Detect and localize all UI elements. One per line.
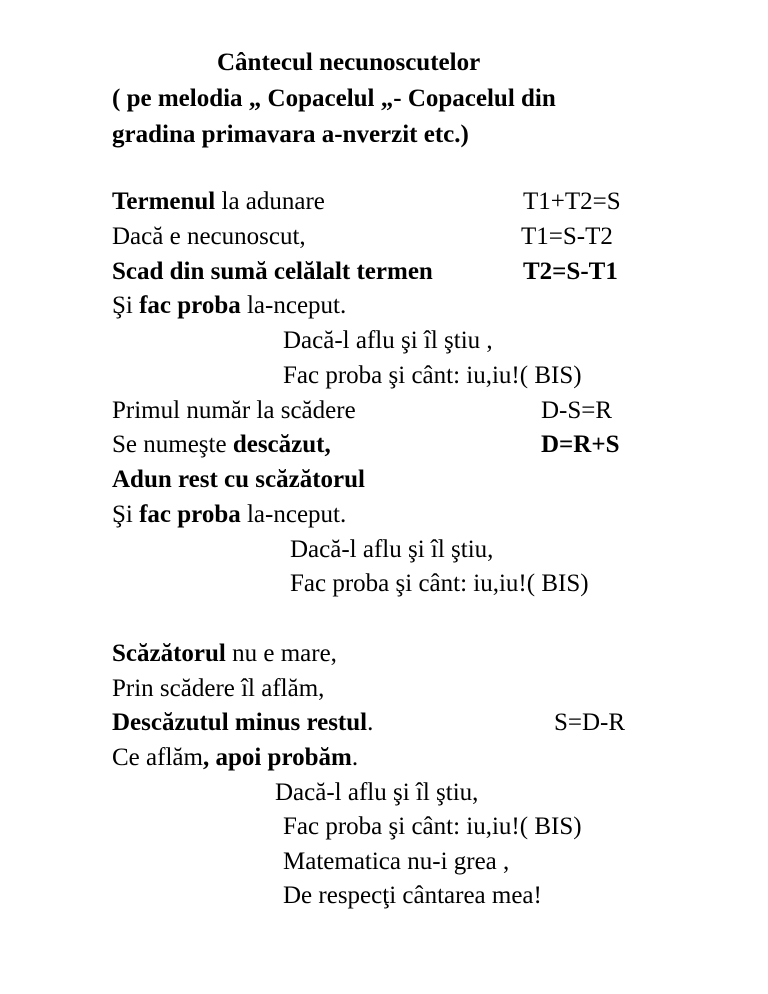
stanza1-line-1 <box>112 187 325 217</box>
stanza2-line-2-bold: descăzut, <box>232 431 331 458</box>
stanza3-line-1-bold: Scăzătorul <box>112 640 226 667</box>
stanza1-line-4-post: la-nceput. <box>240 292 347 319</box>
formula-t2: T2=S-T1 <box>523 258 618 285</box>
stanza2-line-2-pre: Se numeşte <box>112 431 233 458</box>
stanza2-line-4-bold: fac proba <box>139 501 241 528</box>
stanza3-line-3 <box>112 708 373 738</box>
formula-t1-t2-s: T1+T2=S <box>523 188 621 215</box>
formula-t1: T1=S-T2 <box>521 223 613 250</box>
formula-s-d-r: S=D-R <box>554 709 626 736</box>
stanza1-line-4-pre: Şi <box>112 292 140 319</box>
stanza3-line-4-pre: Ce aflăm <box>112 744 203 771</box>
stanza1-line-1-rest: la adunare <box>215 188 325 215</box>
stanza3-line-3-bold: Descăzutul minus restul <box>112 709 368 736</box>
stanza3-line-4-post: . <box>351 744 359 771</box>
stanza3-refrain-1: Dacă-l aflu şi îl ştiu, <box>275 779 479 806</box>
title-line-3: gradina primavara a-nverzit etc.) <box>112 121 469 148</box>
stanza1-line-3: Scad din sumă celălalt termen <box>112 258 433 285</box>
stanza3-line-1 <box>112 639 337 669</box>
stanza3-refrain-4: De respecţi cântarea mea! <box>283 882 542 909</box>
stanza3-refrain-2: Fac proba şi cânt: iu,iu!( BIS) <box>283 813 582 840</box>
stanza1-refrain-1: Dacă-l aflu şi îl ştiu , <box>283 327 493 354</box>
stanza2-refrain-2: Fac proba şi cânt: iu,iu!( BIS) <box>290 570 589 597</box>
stanza1-line-4 <box>112 291 346 321</box>
formula-d-r-s: D=R+S <box>541 431 620 458</box>
stanza1-line-2: Dacă e necunoscut, <box>112 223 306 250</box>
stanza2-line-2 <box>112 430 331 460</box>
stanza1-line-4-bold: fac proba <box>139 292 241 319</box>
stanza3-line-4 <box>112 743 358 773</box>
stanza3-refrain-3: Matematica nu-i grea , <box>283 848 510 875</box>
stanza2-refrain-1: Dacă-l aflu şi îl ştiu, <box>290 536 494 563</box>
stanza2-line-4-pre: Şi <box>112 501 140 528</box>
stanza2-line-3: Adun rest cu scăzătorul <box>112 466 366 493</box>
stanza2-line-1: Primul număr la scădere <box>112 397 356 424</box>
stanza2-line-4-post: la-nceput. <box>240 501 347 528</box>
stanza1-line-1-bold: Termenul <box>112 188 216 215</box>
stanza3-line-2: Prin scădere îl aflăm, <box>112 675 325 702</box>
title-line-2: ( pe melodia „ Copacelul „- Copacelul din <box>112 85 556 112</box>
formula-d-s-r: D-S=R <box>541 397 613 424</box>
stanza3-line-4-bold: , apoi probăm <box>202 744 352 771</box>
title-line-1: Cântecul necunoscutelor <box>217 49 481 76</box>
stanza3-line-3-rest: . <box>367 709 374 736</box>
stanza1-refrain-2: Fac proba şi cânt: iu,iu!( BIS) <box>283 362 582 389</box>
stanza3-line-1-rest: nu e mare, <box>225 640 337 667</box>
stanza2-line-4 <box>112 500 346 530</box>
